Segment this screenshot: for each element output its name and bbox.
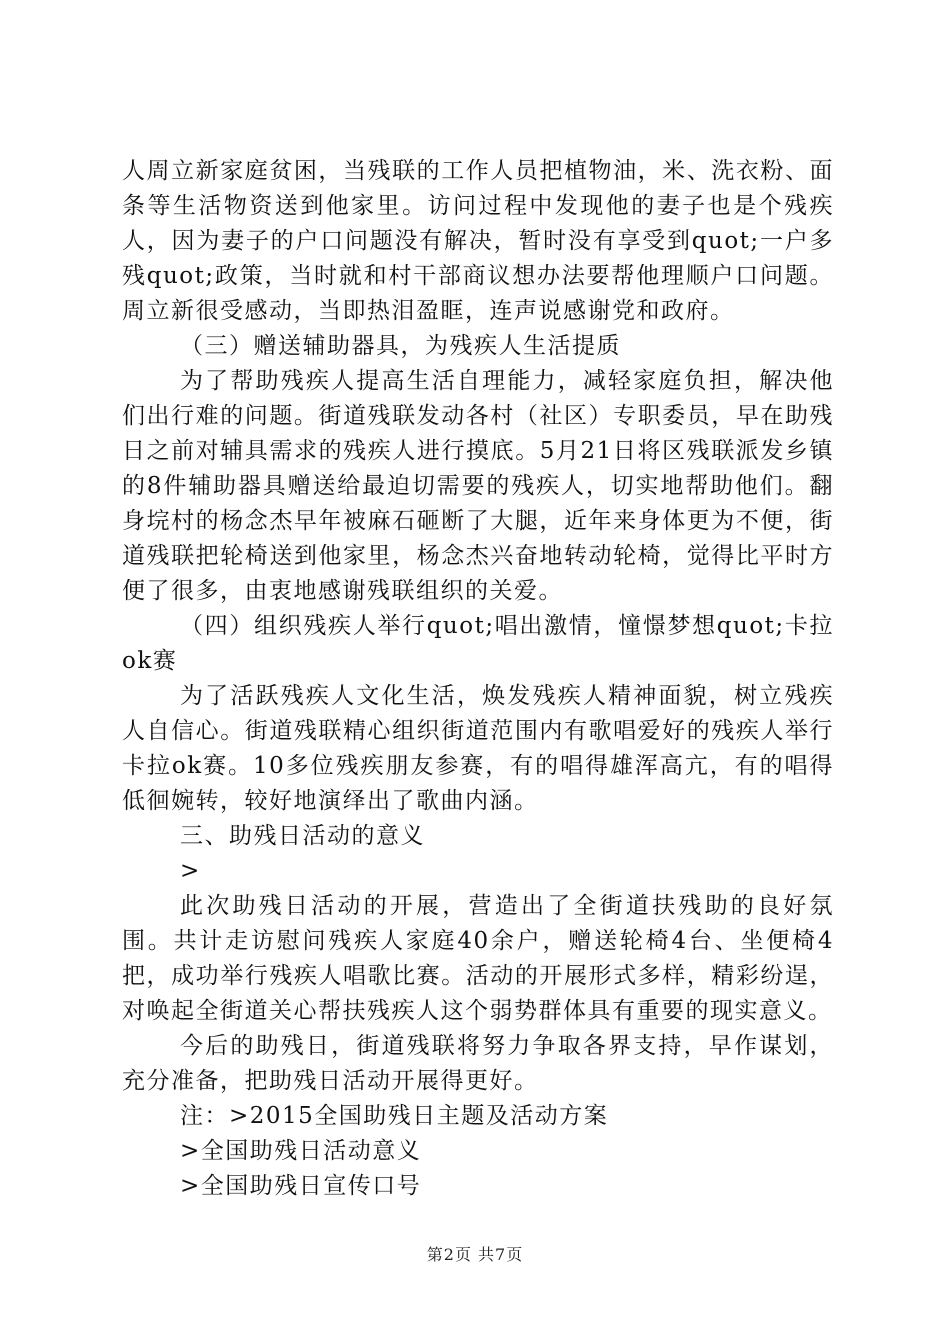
paragraph-gift-aids: 为了帮助残疾人提高生活自理能力，减轻家庭负担，解决他们出行难的问题。街道残联发动各村（社区）专职委员，早在助残日之前对辅具需求的残疾人进行摸底。5月21日将区残联派发乡镇的8件辅助器具赠送给最迫切需要的残疾人，切实地帮助他们。翻身垸村的杨念杰早年被麻石砸断了大腿，近年来身体更为不便，街道残联把轮椅送到他家里，杨念杰兴奋地转动轮椅，觉得比平时方便了很多，由衷地感谢残联组织的关爱。: [122, 368, 834, 604]
page-number-footer: 第2页 共7页: [426, 1245, 524, 1264]
paragraph-marker: >: [180, 858, 201, 884]
paragraph-significance: 此次助残日活动的开展，营造出了全街道扶残助的良好氛围。共计走访慰问残疾人家庭40余户，赠送轮椅4台、坐便椅4把，成功举行残疾人唱歌比赛。活动的开展形式多样，精彩纷逞，对唤起全街道关心帮扶残疾人这个弱势群体具有重要的现实意义。: [122, 893, 834, 1024]
note-link-meaning[interactable]: >全国助残日活动意义: [180, 1138, 422, 1164]
note-link-slogan[interactable]: >全国助残日宣传口号: [180, 1173, 422, 1199]
note-link-theme[interactable]: 注：>2015全国助残日主题及活动方案: [180, 1103, 609, 1129]
paragraph-future: 今后的助残日，街道残联将努力争取各界支持，早作谋划，充分准备，把助残日活动开展得更好。: [122, 1033, 834, 1094]
heading-gift-aids: （三）赠送辅助器具，为残疾人生活提质: [180, 333, 621, 359]
paragraph-karaoke: 为了活跃残疾人文化生活，焕发残疾人精神面貌，树立残疾人自信心。街道残联精心组织街道范围内有歌唱爱好的残疾人举行卡拉ok赛。10多位残疾朋友参赛，有的唱得雄浑高亢，有的唱得低徊婉转，较好地演绎出了歌曲内涵。: [122, 683, 834, 814]
heading-karaoke: （四）组织残疾人举行quot;唱出激情，憧憬梦想quot;卡拉ok赛: [122, 613, 834, 674]
heading-significance: 三、助残日活动的意义: [180, 823, 425, 849]
document-body: [122, 154, 834, 1204]
paragraph-visit-family: 人周立新家庭贫困，当残联的工作人员把植物油，米、洗衣粉、面条等生活物资送到他家里。访问过程中发现他的妻子也是个残疾人，因为妻子的户口问题没有解决，暂时没有享受到quot;一户多残quot;政策，当时就和村干部商议想办法要帮他理顺户口问题。周立新很受感动，当即热泪盈眶，连声说感谢党和政府。: [122, 158, 834, 324]
